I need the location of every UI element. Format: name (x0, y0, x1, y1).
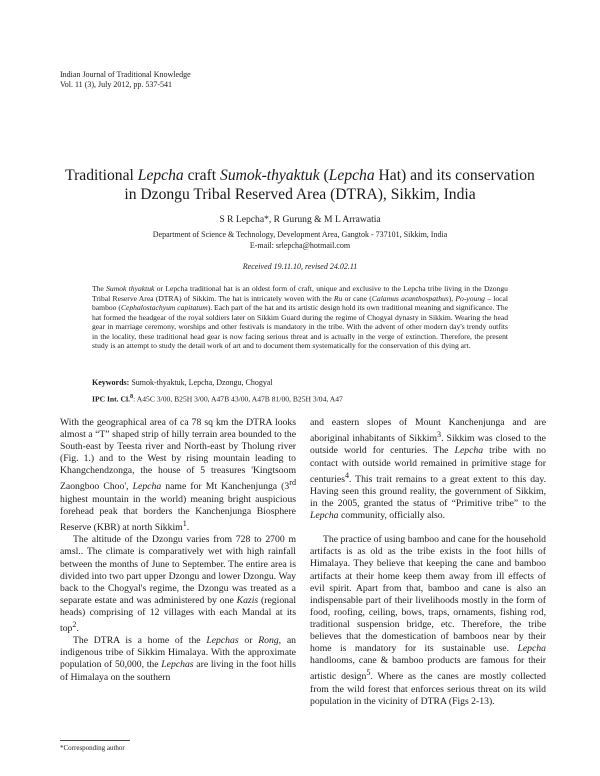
paragraph: and eastern slopes of Mount Kanchenjunga and are aboriginal inhabitants of Sikkim$^3$. Sikkim was closed to the outside world for centuries. The Lepcha tribe with no contact with outside world remained in primitive stage for centuries$^4$. This trait remains to a great extent to this day. Having seen this ground reality, the government of Sikkim, in the 2005, granted the status of “Primitive tribe” to the Lepcha community, officially also. (310, 417, 546, 522)
paper-title: Traditional Lepcha craft Sumok-thyaktuk (Lepcha Hat) and its conservation in Dzongu Tribal Reserved Area (DTRA), Sikkim, India (65, 167, 535, 203)
received-dates: Received 19.11.10, revised 24.02.11 (242, 262, 358, 271)
journal-name: Indian Journal of Traditional Knowledge (60, 70, 191, 79)
footnote: *Corresponding author (60, 744, 125, 752)
paragraph: The DTRA is a home of the Lepchas or Rong, an indigenous tribe of Sikkim Himalaya. With the approximate population of 50,000, the Lepchas are living in the foot hills of Himalaya on the southern (60, 635, 296, 683)
body-column-right (310, 417, 546, 708)
affiliation-department: Department of Science & Technology, Development Area, Gangtok - 737101, Sikkim, India (152, 230, 448, 239)
ipc-classification: IPC Int. Cl.$^8$: A45C 3/00, B25H 3/00, A47B 43/00, A47B 81/00, B25H 3/04, A47 (92, 393, 343, 404)
paragraph: The practice of using bamboo and cane for the household artifacts is as old as the tribe exists in the foot hills of Himalaya. They believe that keeping the cane and bamboo artifacts at their home keep them away from ill effects of evil spirit. Apart from that, bamboo and cane is also an indispensable part of their livelihoods mostly in the form of food, roofing, ceiling, bows, traps, ornaments, fishing rod, traditional suspension bridge, etc. Therefore, the tribe believes that the domestication of bamboos near by their home is mandatory for its sustainable use. Lepcha handlooms, cane & bamboo products are famous for their artistic design$^5$. Where as the canes are mostly collected from the wild forest that enforces serious threat on its wild population in the vicinity of DTRA (Figs 2-13). (310, 534, 547, 707)
body-column-left (60, 417, 296, 684)
keywords-label: Keywords: (92, 378, 130, 387)
footnote-rule (60, 740, 130, 741)
ipc-label: IPC Int. Cl. (92, 394, 130, 404)
keywords-text: Sumok-thyaktuk, Lepcha, Dzongu, Chogyal (129, 378, 273, 387)
affiliation-email: E-mail: srlepcha@hotmail.com (249, 241, 351, 250)
journal-header (60, 70, 191, 90)
affiliation (60, 229, 540, 251)
paragraph: The altitude of the Dzongu varies from 728 to 2700 m amsl.. The climate is comparatively wet with high rainfall between the months of June to September. The entire area is divided into two part upper Dzongu and lower Dzongu. Way back to the Chogyal's regime, the Dzongu was treated as a separate estate and was administered by one Kazis (regional heads) comprising of 12 villages with each Mandal at its top$^2$. (60, 534, 297, 635)
abstract: The Sumok thyaktuk or Lepcha traditional hat is an oldest form of craft, unique and exclusive to the Lepcha tribe living in the Dzongu Tribal Reserve Area (DTRA) of Sikkim. The hat is intricately woven with the Ru or cane (Calamus acanthospathus), Po-young – local bamboo (Cephalostachyum capitatum). Each part of the hat and its artistic design hold its own traditional meaning and significance. The hat formed the headgear of the royal soldiers later on Sikkim Guard during the regime of Chogyal dynasty in Sikkim. Wearing the head gear in marriage ceremony, worships and other festivals is mandatory in the tribe. With the advent of other modern day's trendy outfits in the locality, these traditional head gear is now facing serious threat and is actually in the verge of extinction. Therefore, the present study is an attempt to study the detail work of art and to document them systematically for the conservation of this dying art. (92, 284, 508, 350)
author-list: S R Lepcha*, R Gurung & M L Arrawatia (219, 214, 381, 225)
paragraph: With the geographical area of ca 78 sq km the DTRA looks almost a “T” shaped strip of hilly terrain area bounded to the South-east by Teesta river and North-east by Tholung river (Fig. 1.) and to the West by rising mountain leading to Khangchendzonga, the house of 5 treasures 'Kingtsoom Zaongboo Choo', Lepcha name for Mt Kanchenjunga (3rd highest mountain in the world) meaning bright auspicious forehead peak that borders the Kanchenjunga Biosphere Reserve (KBR) at north Sikkim$^1$. (60, 417, 296, 534)
keywords (92, 378, 508, 387)
journal-issue: Vol. 11 (3), July 2012, pp. 537-541 (60, 80, 172, 89)
ipc-codes: : A45C 3/00, B25H 3/00, A47B 43/00, A47B 81/00, B25H 3/04, A47 (133, 394, 343, 404)
